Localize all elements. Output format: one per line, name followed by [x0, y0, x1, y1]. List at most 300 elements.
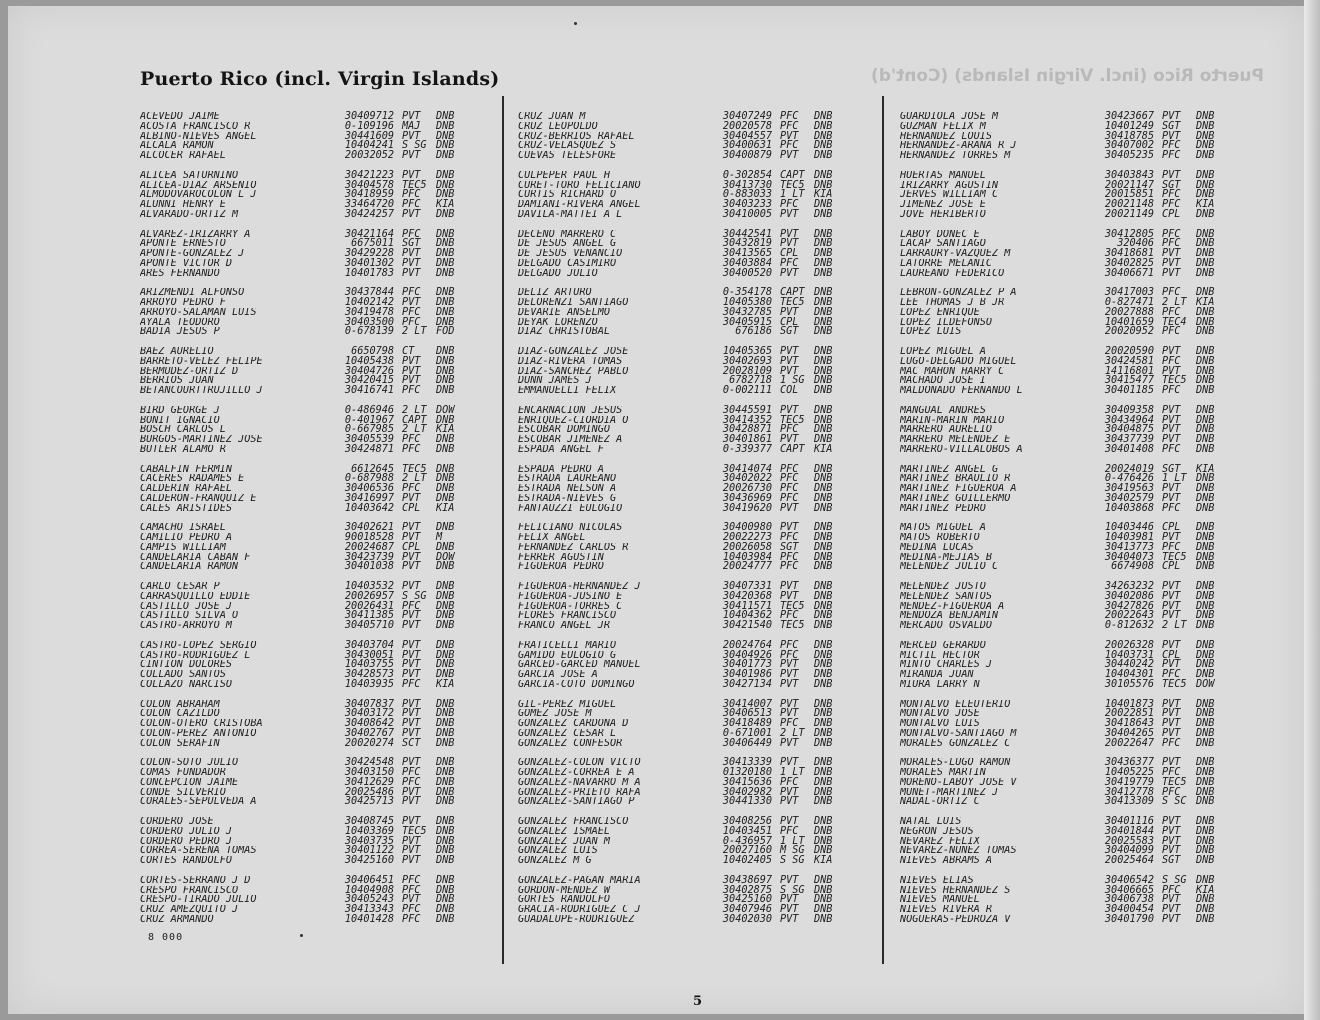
entry-name: DIAZ CHRISTOBAL	[518, 327, 611, 338]
entry-status: M	[436, 532, 443, 544]
entry-rank: PVT	[1162, 130, 1181, 142]
roster-entry	[518, 269, 844, 279]
entry-rank: PVT	[780, 130, 799, 142]
entry-rank: COL	[780, 385, 799, 397]
entry-serial: 30401844	[1104, 825, 1154, 837]
entry-rank: PFC	[402, 287, 421, 299]
entry-name: APONTE-GONZALEZ J	[140, 249, 245, 259]
entry-serial: 20032052	[344, 150, 394, 162]
entry-status: KIA	[814, 189, 833, 201]
entry-status: DNB	[814, 845, 833, 857]
entry-serial: 30407331	[722, 581, 772, 592]
entry-serial: 20024019	[1104, 463, 1154, 475]
entry-serial: 20027160	[722, 845, 772, 857]
entry-status: DNB	[436, 316, 455, 328]
entry-status: DNB	[1196, 600, 1215, 612]
entry-name: COLON ABRAHAM	[140, 699, 220, 710]
entry-name: MATOS MIGUEL A	[900, 523, 986, 534]
entry-status: DNB	[814, 532, 833, 544]
entry-name: LACAP SANTIAGO	[900, 239, 986, 250]
roster-group	[900, 700, 1226, 759]
entry-rank: PVT	[780, 590, 799, 602]
roster-column-1	[140, 112, 466, 935]
entry-name: DIAZ-RIVERA TOMAS	[518, 356, 623, 367]
entry-serial: 0-436957	[722, 835, 772, 847]
entry-status: DNB	[436, 649, 455, 661]
entry-rank: PVT	[402, 130, 421, 142]
entry-serial: 30406542	[1104, 874, 1154, 886]
entry-serial: 30430051	[344, 649, 394, 661]
entry-rank: SCT	[402, 737, 421, 749]
entry-name: GORTES RANDOLFO	[518, 895, 611, 906]
entry-name: CALES ARISTIDES	[140, 503, 233, 514]
roster-entry	[900, 680, 1226, 690]
entry-serial: 10401659	[1104, 316, 1154, 328]
entry-serial: 30402982	[722, 786, 772, 798]
entry-serial: 20025486	[344, 786, 394, 798]
entry-serial: 30445591	[722, 404, 772, 416]
entry-serial: 6650798	[351, 346, 394, 357]
entry-name: GAMIDO EULOGIO G	[518, 650, 617, 661]
entry-name: GONZALEZ FRANCISCO	[518, 817, 629, 827]
roster-group	[140, 582, 466, 641]
entry-name: ACEVEDO JAIME	[140, 112, 220, 122]
entry-rank: PVT	[780, 404, 799, 416]
entry-rank: PVT	[780, 669, 799, 681]
entry-rank: CPL	[402, 541, 421, 553]
entry-serial: 20021149	[1104, 208, 1154, 220]
entry-status: DNB	[436, 385, 455, 397]
entry-serial: 20027888	[1104, 306, 1154, 318]
entry-status: DNB	[1196, 326, 1215, 338]
entry-name: MELENDEZ JULIO C	[900, 562, 999, 573]
entry-name: GONZALEZ-NAVARRO M A	[518, 777, 641, 788]
entry-name: EMMANUELLI FELIX	[518, 386, 617, 396]
entry-name: ALCOCER RAFAEL	[140, 151, 226, 161]
entry-status: DNB	[436, 522, 455, 534]
entry-rank: 2 LT	[1162, 297, 1187, 309]
entry-name: CORDERO JULIO J	[140, 826, 233, 837]
entry-name: COLON-OTERO CRISTOBA	[140, 719, 263, 729]
entry-serial: 0-302854	[722, 169, 772, 181]
entry-status: DNB	[1196, 855, 1215, 867]
entry-rank: PVT	[1162, 111, 1181, 122]
document-page	[8, 6, 1304, 1014]
entry-rank: PFC	[780, 639, 799, 651]
entry-name: GARCIA-COTO DOMINGO	[518, 679, 635, 690]
entry-rank: MAJ	[402, 120, 421, 132]
entry-rank: TEC5	[402, 463, 427, 475]
column-divider	[502, 96, 504, 964]
entry-serial: 0-883033	[722, 189, 772, 201]
entry-serial: 20022647	[1104, 737, 1154, 749]
entry-rank: PFC	[402, 904, 421, 916]
entry-serial: 30424581	[1104, 355, 1154, 367]
entry-name: CULPEPER PAUL H	[518, 170, 611, 181]
entry-rank: PVT	[780, 659, 799, 671]
roster-group	[900, 347, 1226, 406]
roster-entry	[518, 327, 844, 337]
entry-rank: 1 SG	[780, 375, 805, 387]
entry-status: DNB	[814, 463, 833, 475]
entry-status: KIA	[436, 502, 455, 514]
entry-name: CALDERIN RAFAEL	[140, 484, 233, 494]
entry-rank: S SG	[780, 855, 805, 867]
roster-entry	[140, 327, 466, 337]
entry-serial: 20025583	[1104, 835, 1154, 847]
roster-entry	[900, 562, 1226, 572]
entry-serial: 30415477	[1104, 375, 1154, 387]
entry-name: MARRERO MELENDEZ E	[900, 435, 1011, 445]
entry-status: DNB	[814, 737, 833, 749]
entry-serial: 30419478	[344, 306, 394, 318]
roster-entry	[140, 269, 466, 279]
entry-rank: PVT	[1162, 424, 1181, 436]
entry-serial: 30402875	[722, 884, 772, 896]
entry-rank: PVT	[402, 551, 421, 563]
entry-rank: PVT	[402, 718, 421, 730]
entry-rank: PVT	[402, 816, 421, 827]
entry-rank: PVT	[402, 532, 421, 544]
entry-name: CASTILLO SILVA O	[140, 611, 239, 622]
entry-serial: 30413309	[1104, 796, 1154, 808]
entry-rank: PVT	[780, 355, 799, 367]
entry-rank: PVT	[780, 786, 799, 798]
entry-serial: 30402767	[344, 727, 394, 739]
entry-name: ENCARNACION JESUS	[518, 405, 623, 416]
entry-rank: PFC	[780, 532, 799, 544]
roster-entry	[140, 621, 466, 631]
entry-rank: TEC5	[1162, 375, 1187, 387]
entry-rank: M SG	[780, 845, 805, 857]
entry-name: ALCALA RAMON	[140, 141, 214, 152]
entry-name: GONZALEZ LUIS	[518, 846, 598, 857]
entry-serial: 30403500	[344, 316, 394, 328]
entry-serial: 20021147	[1104, 179, 1154, 191]
entry-name: DEVARIE ANSELMO	[518, 307, 611, 318]
entry-rank: PVT	[1162, 825, 1181, 837]
entry-status: DNB	[814, 816, 833, 827]
entry-serial: 30404875	[1104, 424, 1154, 436]
entry-name: ALBINO-NIEVES ANGEL	[140, 131, 257, 142]
entry-name: CORDERO PEDRO J	[140, 836, 233, 847]
entry-serial: 0-476426	[1104, 473, 1154, 485]
entry-rank: PVT	[1162, 727, 1181, 739]
entry-rank: PVT	[402, 669, 421, 681]
entry-serial: 20025464	[1104, 855, 1154, 867]
entry-rank: PVT	[402, 581, 421, 592]
entry-name: BARRETO-VELEZ FELIPE	[140, 356, 263, 367]
entry-rank: PVT	[1162, 404, 1181, 416]
roster-group	[518, 817, 844, 876]
roster-entry	[518, 210, 844, 220]
entry-status: DNB	[814, 541, 833, 553]
entry-rank: PVT	[1162, 492, 1181, 504]
entry-rank: PVT	[780, 581, 799, 592]
entry-serial: 10403451	[722, 825, 772, 837]
entry-serial: 30403843	[1104, 169, 1154, 181]
entry-name: CASTILLO JOSE J	[140, 601, 233, 612]
entry-rank: PFC	[780, 776, 799, 788]
entry-rank: PFC	[1162, 355, 1181, 367]
entry-rank: 2 LT	[402, 326, 427, 338]
entry-serial: 30400879	[722, 150, 772, 162]
entry-rank: PVT	[1162, 639, 1181, 651]
entry-name: MAC MAHON HARRY C	[900, 366, 1005, 377]
entry-rank: TEC5	[1162, 776, 1187, 788]
entry-serial: 10402142	[344, 297, 394, 309]
entry-name: NEVAREZ-NUNEZ TOMAS	[900, 846, 1017, 857]
entry-status: DNB	[814, 610, 833, 622]
roster-entry	[518, 151, 844, 161]
entry-status: DNB	[814, 492, 833, 504]
entry-status: DNB	[814, 718, 833, 730]
entry-name: NIEVES RIVERA R	[900, 905, 993, 915]
entry-name: MARTINEZ ANGEL G	[900, 464, 999, 475]
entry-name: LARRAURY-VAZQUEZ M	[900, 249, 1011, 259]
entry-serial: 30414007	[722, 698, 772, 710]
entry-rank: PVT	[402, 894, 421, 906]
entry-serial: 30401116	[1104, 816, 1154, 827]
entry-rank: PVT	[1162, 590, 1181, 602]
entry-status: DNB	[1196, 727, 1215, 739]
entry-rank: S SG	[402, 140, 427, 152]
entry-status: DNB	[436, 473, 455, 485]
roster-entry	[900, 269, 1226, 279]
entry-name: LUGO-DELGADO MIGUEL	[900, 356, 1017, 367]
entry-serial: 30408642	[344, 718, 394, 730]
entry-name: GONZALEZ-COLON VICTO	[518, 758, 641, 769]
roster-group	[900, 523, 1226, 582]
entry-rank: PVT	[402, 492, 421, 504]
entry-name: MANGUAL ANDRES	[900, 405, 986, 416]
entry-rank: PVT	[402, 150, 421, 162]
entry-rank: PVT	[1162, 845, 1181, 857]
entry-rank: PVT	[402, 659, 421, 671]
entry-rank: PVT	[780, 150, 799, 162]
entry-rank: PVT	[1162, 757, 1181, 769]
entry-name: BETANCOURTTRUJILLO J	[140, 386, 263, 396]
entry-status: DNB	[436, 874, 455, 886]
entry-name: GONZALEZ ISMAEL	[518, 826, 611, 837]
entry-status: DNB	[436, 659, 455, 671]
entry-serial: 30404726	[344, 365, 394, 377]
entry-rank: TEC5	[780, 297, 805, 309]
entry-status: DNB	[814, 169, 833, 181]
entry-rank: PVT	[402, 111, 421, 122]
entry-rank: PFC	[1162, 150, 1181, 162]
entry-status: KIA	[1196, 199, 1215, 211]
entry-status: DNB	[814, 904, 833, 916]
entry-name: FELICIANO NICOLAS	[518, 523, 623, 534]
entry-rank: PFC	[402, 483, 421, 495]
entry-rank: PVT	[402, 561, 421, 573]
entry-serial: 30438697	[722, 874, 772, 886]
entry-status: DNB	[1196, 238, 1215, 250]
entry-serial: 30408256	[722, 816, 772, 827]
entry-serial: 30428573	[344, 669, 394, 681]
roster-entry	[140, 739, 466, 749]
entry-serial: 30406451	[344, 874, 394, 886]
entry-name: DELGADO CASIMIRO	[518, 258, 617, 269]
entry-serial: 20015851	[1104, 189, 1154, 201]
entry-status: DNB	[436, 306, 455, 318]
entry-name: MORALES GONZALEZ C	[900, 738, 1011, 749]
roster-group	[140, 758, 466, 817]
entry-name: ALVAREZ-IRIZARRY A	[140, 229, 251, 240]
entry-status: DNB	[814, 835, 833, 847]
entry-status: DNB	[1196, 355, 1215, 367]
roster-entry	[140, 386, 466, 396]
entry-status: DNB	[814, 346, 833, 357]
entry-rank: PVT	[402, 610, 421, 622]
entry-status: DNB	[814, 502, 833, 514]
entry-rank: PFC	[402, 199, 421, 211]
entry-name: BADIA JESUS P	[140, 327, 220, 338]
entry-rank: PVT	[1162, 434, 1181, 446]
entry-status: DNB	[814, 306, 833, 318]
entry-serial: 0-667985	[344, 424, 394, 436]
entry-name: MALDONADO FERNANDO L	[900, 386, 1023, 396]
entry-rank: PVT	[780, 522, 799, 534]
entry-name: MATOS ROBERTO	[900, 533, 980, 543]
entry-serial: 30401185	[1104, 385, 1154, 397]
entry-status: DNB	[1196, 365, 1215, 377]
entry-serial: 30416997	[344, 492, 394, 504]
entry-status: DNB	[1196, 140, 1215, 152]
roster-group	[518, 582, 844, 641]
entry-status: DNB	[436, 150, 455, 162]
entry-status: DNB	[436, 718, 455, 730]
entry-serial: 30401038	[344, 561, 394, 573]
entry-serial: 0-812632	[1104, 620, 1154, 632]
entry-rank: PFC	[402, 385, 421, 397]
entry-serial: 30413773	[1104, 541, 1154, 553]
entry-status: DNB	[814, 483, 833, 495]
entry-rank: PFC	[780, 610, 799, 622]
roster-entry	[900, 504, 1226, 514]
entry-name: LATORRE MELANIC	[900, 258, 993, 269]
entry-status: DNB	[436, 189, 455, 201]
roster-group	[900, 582, 1226, 641]
entry-status: DNB	[1196, 492, 1215, 504]
entry-name: FIGUEROA-HERNANDEZ J	[518, 582, 641, 592]
entry-serial: 30423739	[344, 551, 394, 563]
entry-rank: PVT	[402, 257, 421, 269]
entry-serial: 30405915	[722, 316, 772, 328]
entry-serial: 30404099	[1104, 845, 1154, 857]
entry-status: DNB	[814, 698, 833, 710]
entry-status: DNB	[814, 639, 833, 651]
entry-rank: PFC	[402, 228, 421, 240]
entry-name: GONZALEZ M G	[518, 856, 592, 866]
entry-serial: 30406671	[1104, 267, 1154, 279]
entry-status: DNB	[436, 698, 455, 710]
entry-rank: PVT	[402, 855, 421, 867]
bleed-through-heading: Puerto Rico (incl. Virgin Islands) (Cont'd)	[871, 66, 1264, 86]
entry-name: GORDON-MENDEZ W	[518, 885, 611, 896]
entry-rank: SGT	[1162, 120, 1181, 132]
entry-name: MONTALVO ELEUTERIO	[900, 699, 1011, 710]
entry-serial: 10403981	[1104, 532, 1154, 544]
entry-status: DNB	[436, 845, 455, 857]
entry-name: CONDE SILVERIO	[140, 787, 226, 798]
entry-status: DNB	[814, 130, 833, 142]
entry-status: DNB	[814, 404, 833, 416]
entry-rank: SGT	[1162, 179, 1181, 191]
entry-name: BONIT IGNACIO	[140, 415, 220, 426]
entry-name: COLLADO SANTOS	[140, 670, 226, 680]
entry-status: DNB	[814, 727, 833, 739]
entry-name: LOPEZ MIGUEL A	[900, 347, 986, 357]
entry-status: DNB	[1196, 581, 1215, 592]
entry-serial: 30413565	[722, 248, 772, 260]
entry-rank: SGT	[1162, 855, 1181, 867]
entry-status: DNB	[436, 708, 455, 720]
entry-name: JERVES WILLIAM C	[900, 190, 999, 201]
entry-name: NIEVES ELIAS	[900, 875, 974, 886]
entry-status: DNB	[436, 825, 455, 837]
entry-serial: 33464720	[344, 199, 394, 211]
entry-status: DNB	[436, 169, 455, 181]
entry-status: KIA	[814, 855, 833, 867]
entry-rank: PVT	[1162, 708, 1181, 720]
entry-rank: S SG	[1162, 874, 1187, 886]
entry-serial: 20022851	[1104, 708, 1154, 720]
entry-serial: 30407946	[722, 904, 772, 916]
entry-status: DNB	[1196, 708, 1215, 720]
entry-status: DNB	[1196, 796, 1215, 808]
entry-status: DNB	[436, 884, 455, 896]
entry-status: DNB	[1196, 551, 1215, 563]
entry-name: COLON CAZILDO	[140, 709, 220, 720]
roster-entry	[140, 504, 466, 514]
entry-rank: PVT	[780, 698, 799, 710]
entry-name: ESPADA PEDRO A	[518, 464, 604, 475]
entry-serial: 01320180	[722, 767, 772, 779]
entry-rank: PVT	[780, 434, 799, 446]
entry-status: DNB	[1196, 541, 1215, 553]
entry-name: LEBRON-GONZALEZ P A	[900, 288, 1017, 299]
entry-name: ESTRADA-NIEVES G	[518, 493, 617, 504]
entry-status: DNB	[436, 855, 455, 867]
entry-name: FRATICELLI MARIO	[518, 640, 617, 651]
entry-serial: 30405243	[344, 894, 394, 906]
roster-entry	[140, 445, 466, 455]
entry-serial: 10405438	[344, 355, 394, 367]
entry-status: KIA	[436, 199, 455, 211]
entry-serial: 10403532	[344, 581, 394, 592]
entry-status: DNB	[1196, 737, 1215, 749]
entry-rank: PFC	[402, 316, 421, 328]
entry-rank: PFC	[402, 678, 421, 690]
entry-serial: 0-339377	[722, 443, 772, 455]
entry-rank: PFC	[780, 492, 799, 504]
entry-rank: SGT	[1162, 463, 1181, 475]
entry-rank: 2 LT	[1162, 620, 1187, 632]
entry-serial: 30414352	[722, 414, 772, 426]
entry-serial: 20020274	[344, 737, 394, 749]
entry-rank: PFC	[1162, 199, 1181, 211]
entry-rank: PFC	[780, 199, 799, 211]
entry-name: FELIX ANGEL	[518, 533, 586, 543]
entry-status: DNB	[814, 776, 833, 788]
entry-status: DNB	[436, 463, 455, 475]
entry-serial: 30409358	[1104, 404, 1154, 416]
entry-rank: PFC	[402, 767, 421, 779]
entry-serial: 30400454	[1104, 904, 1154, 916]
entry-status: DNB	[814, 424, 833, 436]
